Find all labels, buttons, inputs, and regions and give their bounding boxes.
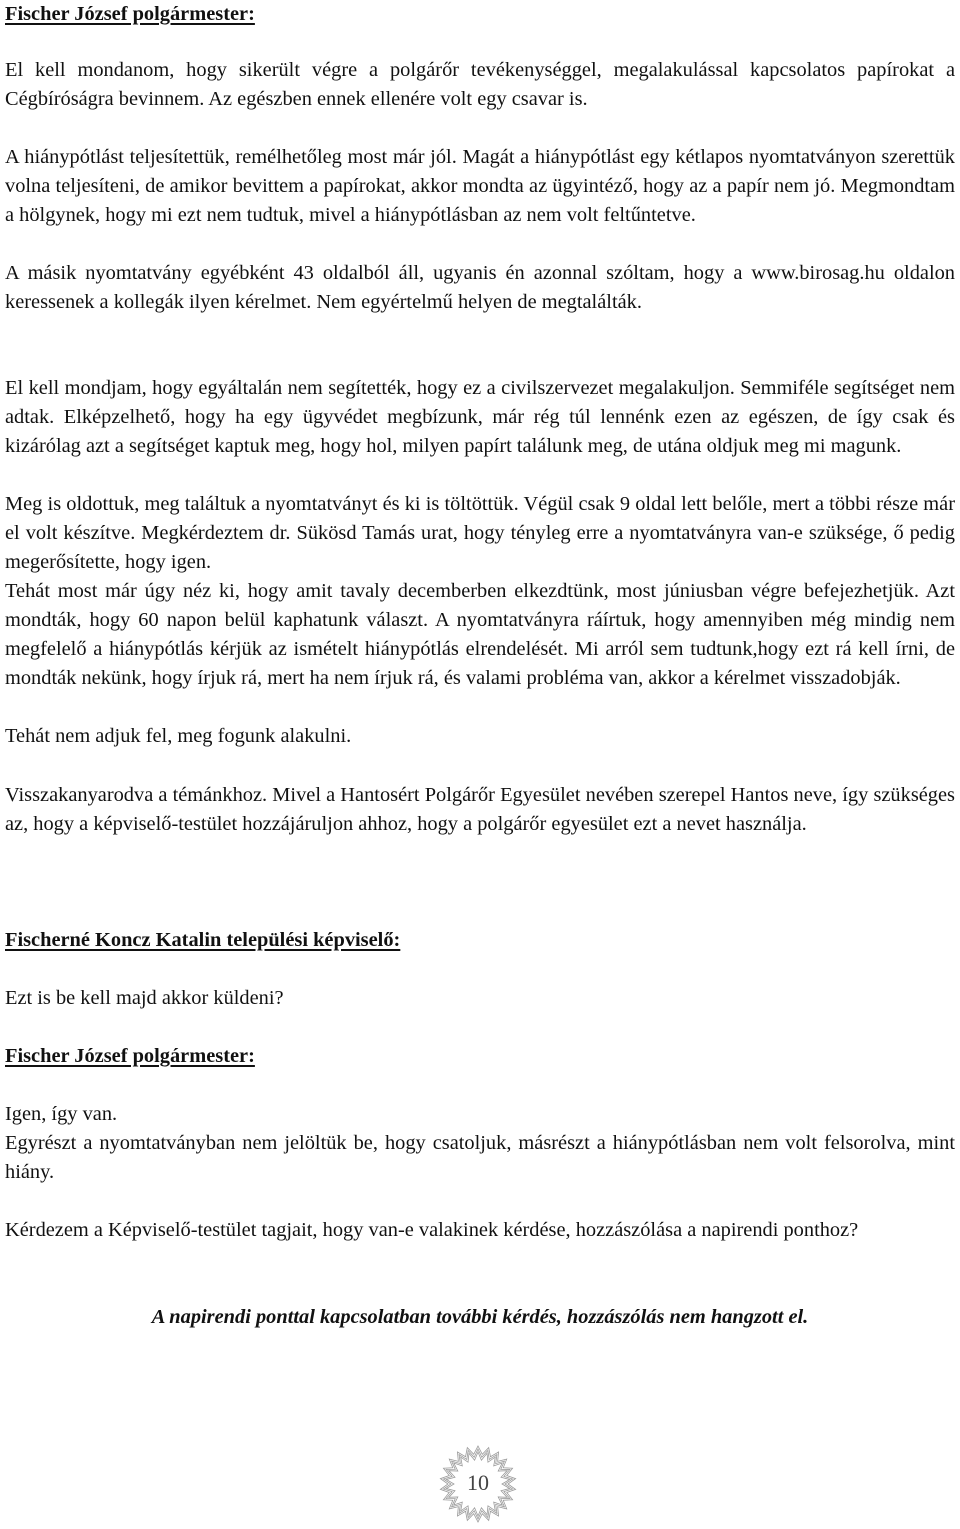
paragraph-egyreszt: Egyrészt a nyomtatványban nem jelöltük be, hogy csatoljuk, másrészt a hiánypótlásban nem volt felsorolva, mint hiány. xyxy=(5,1132,955,1183)
paragraph-befejezhetjuk: Tehát most már úgy néz ki, hogy amit tavaly decemberben elkezdtünk, most júniusban végre befejezhetjük. Azt mondták, hogy 60 napon belül kaphatunk választ. A nyomtatványra ráírtuk, hogy amennyiben még mindig nem megfelelő a hiánypótlás kérjük az ismételt hiánypótlás elrendelését. Mi arról sem tudtunk,hogy ezt rá kell írni, de mondták nekünk, hogy írjuk rá, mert ha nem írjuk rá, és valami probléma van, akkor a kérelmet visszadobják. xyxy=(5,580,955,689)
paragraph-igen: Igen, így van. xyxy=(5,1103,118,1125)
paragraph-question: Ezt is be kell majd akkor küldeni? xyxy=(5,987,284,1009)
closing-statement: A napirendi ponttal kapcsolatban további kérdés, hozzászólás nem hangzott el. xyxy=(151,1306,809,1328)
page-number: 10 xyxy=(467,1470,489,1495)
paragraph-nyomtatvany: A másik nyomtatvány egyébként 43 oldalból áll, ugyanis én azonnal szóltam, hogy a www.birosag.hu oldalon keressenek a kollegák ilyen kérelmet. Nem egyértelmű helyen de megtalálták. xyxy=(5,262,955,313)
speaker-heading-mayor: Fischer József polgármester: xyxy=(5,3,255,25)
paragraph-megoldottuk: Meg is oldottuk, meg találtuk a nyomtatványt és ki is töltöttük. Végül csak 9 oldal lett belőle, mert a többi része már el volt készítve. Megkérdeztem dr. Sükösd Tamás urat, hogy tényleg erre a nyomtatványra van-e szüksége, ő pedig megerősítette, hogy igen. xyxy=(5,493,955,573)
paragraph-cegbirosag: El kell mondanom, hogy sikerült végre a polgárőr tevékenységgel, megalakulással kapcsolatos papírokat a Cégbíróságra bevinnem. Az egészben ennek ellenére volt egy csavar is. xyxy=(5,59,955,110)
paragraph-nem-adjuk-fel: Tehát nem adjuk fel, meg fogunk alakulni. xyxy=(5,725,352,747)
speaker-heading-representative: Fischerné Koncz Katalin települési képviselő: xyxy=(5,929,401,951)
page-number-seal xyxy=(428,1442,528,1524)
paragraph-kerdezem: Kérdezem a Képviselő-testület tagjait, hogy van-e valakinek kérdése, hozzászólása a napirendi ponthoz? xyxy=(5,1219,859,1241)
paragraph-segitseg: El kell mondjam, hogy egyáltalán nem segítették, hogy ez a civilszervezet megalakuljon. Semmiféle segítséget nem adtak. Elképzelhető, hogy ha egy ügyvédet megbízunk, már rég túl lennénk ezen az egészen, de így csak és kizárólag azt a segítséget kaptuk meg, hogy hol, milyen papírt találunk meg, de utána oldjuk meg mi magunk. xyxy=(5,377,955,457)
paragraph-hianypotlas: A hiánypótlást teljesítettük, remélhetőleg most már jól. Magát a hiánypótlást egy kétlapos nyomtatványon szerettük volna teljesíteni, de amikor bevittem a papírokat, akkor mondta az ügyintéző, hogy az a papír nem jó. Megmondtam a hölgynek, hogy mi ezt nem tudtuk, mivel a hiánypótlásban az nem volt feltűntetve. xyxy=(5,146,955,226)
speaker-heading-mayor-2: Fischer József polgármester: xyxy=(5,1045,255,1067)
paragraph-hantos-nev: Visszakanyarodva a témánkhoz. Mivel a Hantosért Polgárőr Egyesület nevében szerepel Hantos neve, így szükséges az, hogy a képviselő-testület hozzájáruljon ahhoz, hogy a polgárőr egyesület ezt a nevet használja. xyxy=(5,784,955,835)
